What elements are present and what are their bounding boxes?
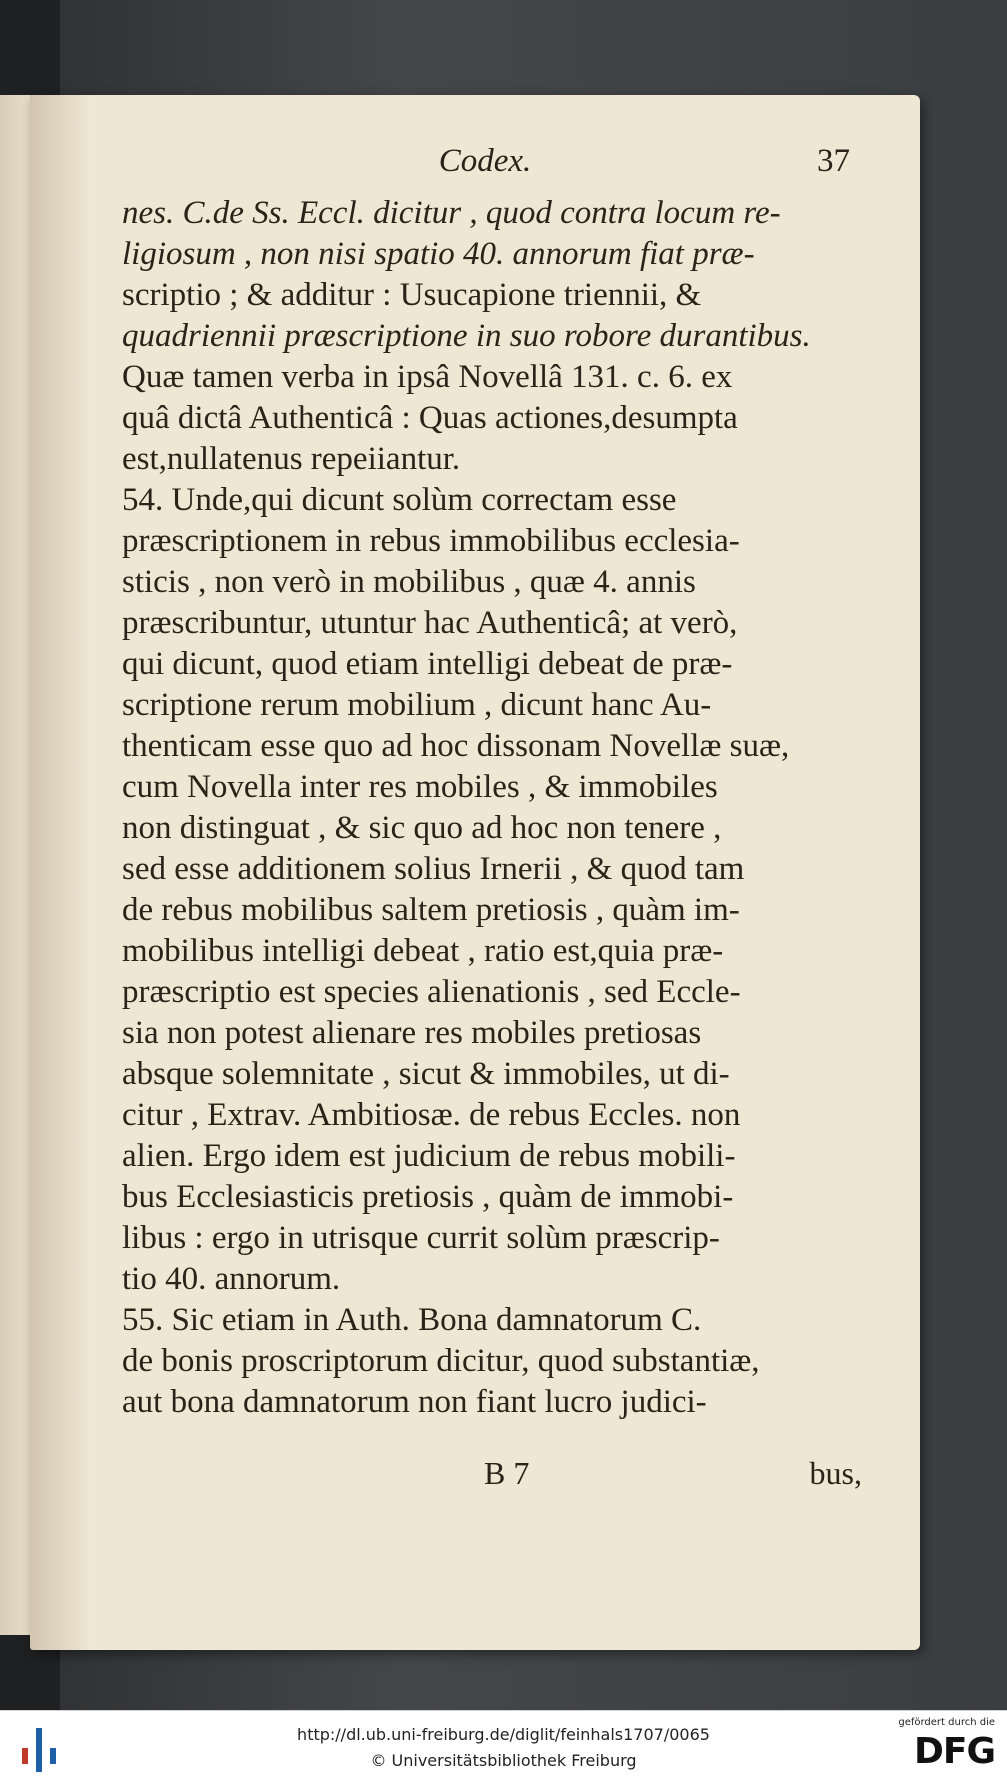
viewer-footer-bar xyxy=(0,1710,1007,1781)
text-line: ligiosum , non nisi spatio 40. annorum fiat præ- xyxy=(122,236,755,272)
text-line: præscriptionem in rebus immobilibus ecclesia- xyxy=(122,523,740,559)
text-line: bus Ecclesiasticis pretiosis , quàm de immobi- xyxy=(122,1179,734,1215)
text-line: qui dicunt, quod etiam intelligi debeat de præ- xyxy=(122,646,733,682)
book-page xyxy=(30,95,920,1650)
text-line: est,nullatenus repeiiantur. xyxy=(122,441,461,477)
text-line: aut bona damnatorum non fiant lucro judici- xyxy=(122,1384,707,1420)
text-line: sticis , non verò in mobilibus , quæ 4. annis xyxy=(122,564,696,600)
text-line: cum Novella inter res mobiles , & immobiles xyxy=(122,769,718,805)
sponsor-caption: gefördert durch die xyxy=(898,1717,995,1728)
text-line: libus : ergo in utrisque currit solùm præscrip- xyxy=(122,1220,720,1256)
text-line: non distinguat , & sic quo ad hoc non tenere , xyxy=(122,810,722,846)
text-line: thenticam esse quo ad hoc dissonam Novellæ suæ, xyxy=(122,728,790,764)
page-text xyxy=(122,193,862,1423)
text-line: tio 40. annorum. xyxy=(122,1261,341,1297)
copyright-notice: © Universitätsbibliothek Freiburg xyxy=(370,1751,637,1770)
text-line: nes. C.de Ss. Eccl. dicitur , quod contra locum re- xyxy=(122,195,781,231)
text-line: scriptio ; & additur : Usucapione triennii, & xyxy=(122,277,702,313)
text-line: quadriennii præscriptione in suo robore durantibus. xyxy=(122,318,811,354)
text-line: mobilibus intelligi debeat , ratio est,quia præ- xyxy=(122,933,724,969)
text-line: absque solemnitate , sicut & immobiles, ut di- xyxy=(122,1056,730,1092)
text-line: 55. Sic etiam in Auth. Bona damnatorum C. xyxy=(122,1302,702,1338)
text-line: scriptione rerum mobilium , dicunt hanc Au- xyxy=(122,687,712,723)
page-footer xyxy=(122,1455,862,1495)
text-line: alien. Ergo idem est judicium de rebus mobili- xyxy=(122,1138,736,1174)
text-line: de rebus mobilibus saltem pretiosis , quàm im- xyxy=(122,892,740,928)
text-line: Quæ tamen verba in ipsâ Novellâ 131. c. 6. ex xyxy=(122,359,733,395)
text-line: quâ dictâ Authenticâ : Quas actiones,desumpta xyxy=(122,400,738,436)
page-header xyxy=(120,143,850,183)
text-line: sia non potest alienare res mobiles pretiosas xyxy=(122,1015,702,1051)
running-head: Codex. xyxy=(438,143,532,179)
page-gutter xyxy=(30,95,90,1650)
page-number: 37 xyxy=(817,143,850,179)
catchword: bus, xyxy=(809,1455,862,1491)
text-line: sed esse additionem solius Irnerii , & quod tam xyxy=(122,851,745,887)
text-line: de bonis proscriptorum dicitur, quod substantiæ, xyxy=(122,1343,760,1379)
text-line: præscribuntur, utuntur hac Authenticâ; at verò, xyxy=(122,605,738,641)
document-url[interactable]: http://dl.ub.uni-freiburg.de/diglit/feinhals1707/0065 xyxy=(297,1725,710,1744)
dfg-logo: DFG xyxy=(913,1731,995,1772)
text-line: citur , Extrav. Ambitiosæ. de rebus Eccles. non xyxy=(122,1097,741,1133)
text-line: præscriptio est species alienationis , sed Eccle- xyxy=(122,974,741,1010)
text-line: 54. Unde,qui dicunt solùm correctam esse xyxy=(122,482,677,518)
signature-mark: B 7 xyxy=(484,1455,530,1491)
